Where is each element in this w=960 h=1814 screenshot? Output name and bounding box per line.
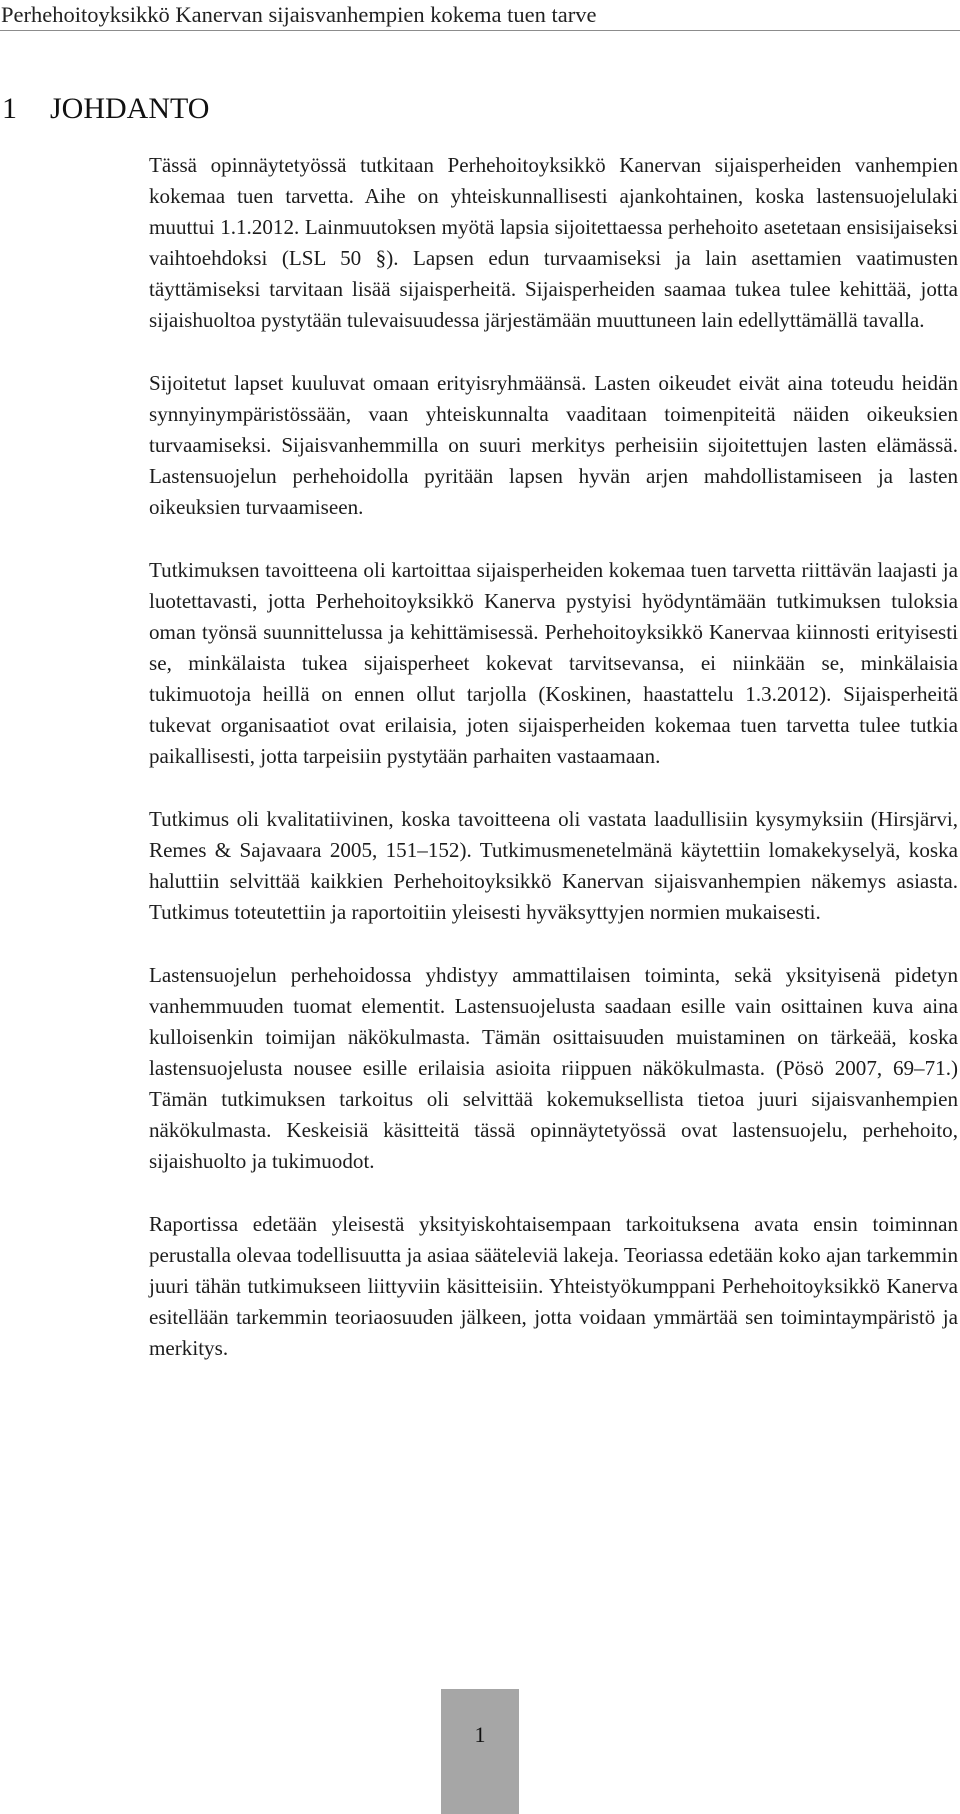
page-number: 1 <box>474 1722 486 1747</box>
paragraph-1: Tässä opinnäytetyössä tutkitaan Perhehoitoyksikkö Kanervan sijaisperheiden vanhempien kokemaa tuen tarvetta. Aihe on yhteiskunnallisesti ajankohtainen, koska lastensuojelulaki muuttui 1.1.2012. Lainmuutoksen myötä lapsia sijoitettaessa perhehoito asetetaan ensisijaiseksi vaihtoehdoksi (LSL 50 §). Lapsen edun turvaamiseksi ja lain asettamien vaatimusten täyttämiseksi tarvitaan lisää sijaisperheitä. Sijaisperheiden saamaa tukea tulee kehittää, jotta sijaishuoltoa pystytään tulevaisuudessa järjestämään muuttuneen lain edellyttämällä tavalla. <box>149 153 958 332</box>
paragraph-4: Tutkimus oli kvalitatiivinen, koska tavoitteena oli vastata laadullisiin kysymyksiin (Hirsjärvi, Remes & Sajavaara 2005, 151–152). Tutkimusmenetelmänä käytettiin lomakekyselyä, koska haluttiin selvittää kaikkien Perhehoitoyksikkö Kanervan sijaisvanhempien näkemys asiasta. Tutkimus toteutettiin ja raportoitiin yleisesti hyväksyttyjen normien mukaisesti. <box>149 807 958 924</box>
paragraph-3: Tutkimuksen tavoitteena oli kartoittaa sijaisperheiden kokemaa tuen tarvetta riittävän laajasti ja luotettavasti, jotta Perhehoitoyksikkö Kanerva pystyisi hyödyntämään tutkimuksen tuloksia oman työnsä suunnittelussa ja kehittämisessä. Perhehoitoyksikkö Kanervaa kiinnosti erityisesti se, minkälaista tukea sijaisperheet kokevat tarvitsevansa, ei niinkään se, minkälaisia tukimuotoja heillä on ennen ollut tarjolla (Koskinen, haastattelu 1.3.2012). Sijaisperheitä tukevat organisaatiot ovat erilaisia, joten sijaisperheiden kokemaa tuen tarvetta tulee tutkia paikallisesti, jotta tarpeisiin pystytään parhaiten vastaamaan. <box>149 558 958 768</box>
body-text <box>149 150 960 1396</box>
running-header-title: Perhehoitoyksikkö Kanervan sijaisvanhempien kokema tuen tarve <box>1 2 597 27</box>
paragraph-5: Lastensuojelun perhehoidossa yhdistyy ammattilaisen toiminta, sekä yksityisenä pidetyn vanhemmuuden tuomat elementit. Lastensuojelusta saadaan esille vain osittainen kuva aina kulloisenkin toimijan näkökulmasta. Tämän osittaisuuden muistaminen on tärkeää, koska lastensuojelusta nousee esille erilaisia asioita riippuen näkökulmasta. (Pösö 2007, 69–71.) Tämän tutkimuksen tarkoitus oli selvittää kokemuksellista tietoa juuri sijaisvanhempien näkökulmasta. Keskeisiä käsitteitä tässä opinnäytetyössä ovat lastensuojelu, perhehoito, sijaishuolto ja tukimuodot. <box>149 963 958 1173</box>
chapter-title: JOHDANTO <box>50 92 210 125</box>
page-number-box <box>441 1689 519 1814</box>
paragraph-6: Raportissa edetään yleisestä yksityiskohtaisempaan tarkoituksena avata ensin toiminnan perustalla olevaa todellisuutta ja asiaa sääteleviä lakeja. Teoriassa edetään koko ajan tarkemmin juuri tähän tutkimukseen liittyviin käsitteisiin. Yhteistyökumppani Perhehoitoyksikkö Kanerva esitellään tarkemmin teoriaosuuden jälkeen, jotta voidaan ymmärtää sen toimintaympäristö ja merkitys. <box>149 1212 958 1360</box>
chapter-number: 1 <box>2 92 17 125</box>
header-divider <box>0 30 960 31</box>
paragraph-2: Sijoitetut lapset kuuluvat omaan erityisryhmäänsä. Lasten oikeudet eivät aina toteudu heidän synnyinympäristössään, vaan yhteiskunnalta vaaditaan toimenpiteitä näiden oikeuksien turvaamiseksi. Sijaisvanhemmilla on suuri merkitys perheisiin sijoitettujen lasten elämässä. Lastensuojelun perhehoidolla pyritään lapsen hyvän arjen mahdollistamiseen ja lasten oikeuksien turvaamiseen. <box>149 371 958 519</box>
chapter-heading <box>2 88 209 130</box>
running-header <box>0 0 960 44</box>
